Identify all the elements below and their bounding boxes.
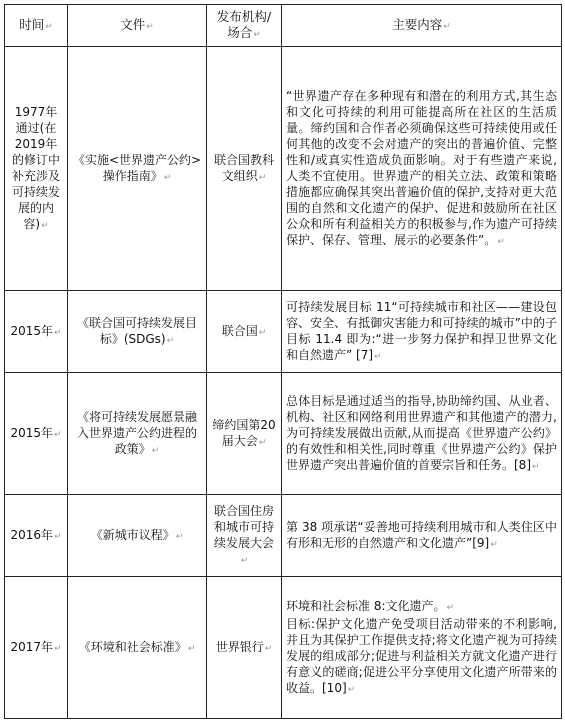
cell-time: 2015年↵: [5, 291, 68, 373]
cell-content: 可持续发展目标 11“可持续城市和社区——建设包容、安全、有抵御灾害能力和可持续的城市”中的子目标 11.4 即为:“进一步努力保护和捍卫世界文化和自然遗产” [7]↵: [282, 291, 562, 373]
cell-time: 2017年↵: [5, 577, 68, 719]
content-line: 目标:保护文化遗产免受项目活动带来的不利影响,并且为其保护工作提供支持;将文化遗产视为可持续发展的组成部分;促进与利益相关方就文化遗产进行有意义的磋商;促进公平分享使用文化遗产所带来的收益。[10]↵: [286, 616, 557, 695]
table-row: [5, 47, 562, 291]
header-publisher: 发布机构/场合↵: [207, 5, 282, 47]
cell-publisher: 联合国教科文组织↵: [207, 47, 282, 291]
table-row: [5, 577, 562, 719]
cell-time: 2015年↵: [5, 373, 68, 495]
cell-content: “世界遗产存在多种现有和潜在的利用方式,其生态和文化可持续的利用可能提高所在社区的生活质量。缔约国和合作者必须确保这些可持续使用或任何其他的改变不会对遗产的突出的普遍价值、完整性和/或真实性造成负面影响。对于有些遗产来说,人类不宜使用。世界遗产的相关立法、政策和策略措施都应确保其突出普遍价值的保护,支持对更大范围的自然和文化遗产的保护、促进和鼓励所在社区公众和所有利益相关方的积极参与,作为遗产可持续保护、保存、管理、展示的必要条件”。↵: [282, 47, 562, 291]
cell-document: 《将可持续发展愿景融入世界遗产公约进程的政策》↵: [68, 373, 207, 495]
table-row: [5, 373, 562, 495]
cell-time: 1977年通过(在2019年的修订中补充涉及可持续发展的内容)↵: [5, 47, 68, 291]
cell-document: 《联合国可持续发展目标》(SDGs)↵: [68, 291, 207, 373]
cell-document: 《环境和社会标准》↵: [68, 577, 207, 719]
header-time: 时间↵: [5, 5, 68, 47]
cell-publisher: 联合国住房和城市可持续发展大会↵: [207, 495, 282, 577]
cell-time: 2016年↵: [5, 495, 68, 577]
table-row: [5, 495, 562, 577]
cell-publisher: 联合国↵: [207, 291, 282, 373]
cell-document: 《新城市议程》↵: [68, 495, 207, 577]
cell-publisher: 缔约国第20届大会↵: [207, 373, 282, 495]
content-line: 环境和社会标准 8:文化遗产。↵: [286, 598, 455, 613]
cell-content: 总体目标是通过适当的指导,协助缔约国、从业者、机构、社区和网络利用世界遗产和其他遗产的潜力,为可持续发展做出贡献,从而提高《世界遗产公约》的有效性和相关性,同时尊重《世界遗产公约》保护世界遗产突出普遍价值的首要宗旨和任务。[8]↵: [282, 373, 562, 495]
header-document: 文件↵: [68, 5, 207, 47]
cell-document: 《实施<世界遗产公约>操作指南》↵: [68, 47, 207, 291]
table-row: [5, 291, 562, 373]
header-content: 主要内容↵: [282, 5, 562, 47]
document-table: [4, 4, 562, 719]
cell-publisher: 世界银行↵: [207, 577, 282, 719]
header-row: [5, 5, 562, 47]
cell-content: 第 38 项承诺“妥善地可持续利用城市和人类住区中有形和无形的自然遗产和文化遗产”[9]↵: [282, 495, 562, 577]
cell-content: [282, 577, 562, 719]
